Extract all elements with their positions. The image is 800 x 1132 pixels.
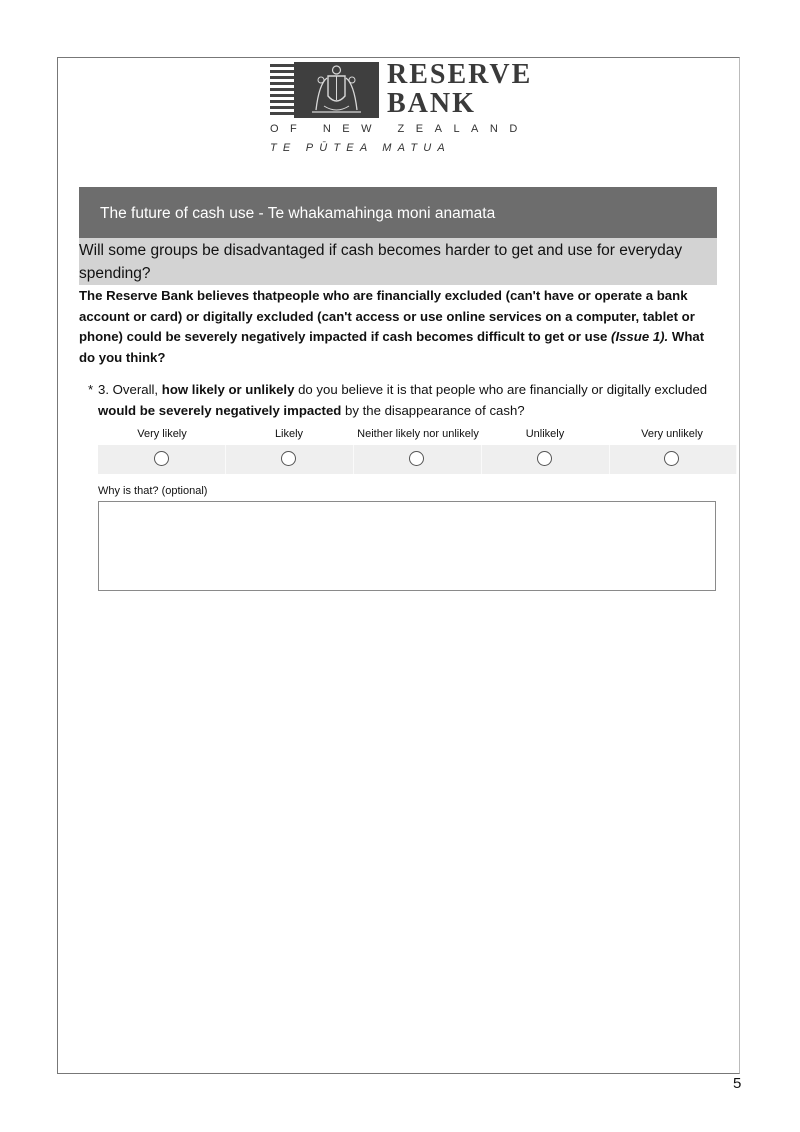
radio-neither[interactable] [409, 451, 424, 466]
intro-text-6: severely negatively impacted [184, 329, 368, 344]
option-cell-unlikely[interactable] [482, 445, 610, 474]
coat-of-arms-icon [294, 62, 379, 118]
logo-subtitle: OF NEW ZEALAND [270, 123, 529, 135]
logo-maori-subtitle: TE PŪTEA MATUA [270, 142, 451, 154]
q3-text-2: how likely or unlikely [161, 382, 295, 397]
option-cell-likely[interactable] [226, 445, 354, 474]
option-label-neither: Neither likely nor unlikely [357, 428, 479, 440]
intro-paragraph [79, 286, 709, 368]
intro-text-3: (can't have or operate a bank account or card) or [79, 288, 688, 324]
intro-text-4: digitally excluded [202, 308, 314, 324]
likert-scale-labels [98, 428, 736, 444]
intro-text-5: (can't access or use online services on a computer, tablet or phone) could be [79, 308, 695, 344]
radio-likely[interactable] [281, 451, 296, 466]
intro-text-2: people who are financially excluded [276, 288, 502, 303]
section-title-text: The future of cash use - Te whakamahinga moni anamata [100, 205, 496, 222]
logo-title-line1: RESERVE [387, 59, 533, 90]
section-title [79, 187, 717, 238]
radio-very-likely[interactable] [154, 451, 169, 466]
why-label: Why is that? (optional) [98, 485, 208, 497]
question-heading [79, 238, 717, 285]
logo-stripes [270, 64, 294, 116]
required-marker: * [88, 382, 94, 397]
q3-text-3: do you believe it is that people who are financially or digitally excluded [294, 382, 708, 397]
q3-text-5: by the disappearance of cash? [341, 402, 525, 418]
option-cell-very-likely[interactable] [98, 445, 226, 474]
likert-scale-row [98, 445, 736, 474]
intro-text-1: The Reserve Bank believes that [79, 288, 277, 303]
intro-text-9: What do you think? [79, 329, 705, 365]
question-3-text [98, 380, 708, 421]
option-label-very-likely: Very likely [137, 428, 187, 440]
radio-unlikely[interactable] [537, 451, 552, 466]
radio-very-unlikely[interactable] [664, 451, 679, 466]
q3-text-4: would be severely negatively impacted [98, 402, 342, 418]
option-cell-very-unlikely[interactable] [609, 445, 737, 474]
option-label-unlikely: Unlikely [525, 428, 565, 440]
reserve-bank-logo [270, 59, 540, 157]
page-number: 5 [733, 1075, 742, 1092]
option-label-very-unlikely: Very unlikely [641, 428, 703, 440]
why-textarea[interactable] [98, 501, 716, 591]
intro-text-7: if cash becomes difficult to get or use [367, 329, 612, 344]
q3-text-1: 3. Overall, [98, 382, 162, 397]
logo-title-line2: BANK [387, 88, 476, 119]
option-label-likely: Likely [274, 428, 304, 440]
intro-issue-ref: (Issue 1). [611, 329, 669, 344]
option-cell-neither[interactable] [354, 445, 482, 474]
question-heading-text: Will some groups be disadvantaged if cash becomes harder to get and use for everyday spending? [79, 242, 683, 282]
question-3 [88, 380, 708, 421]
